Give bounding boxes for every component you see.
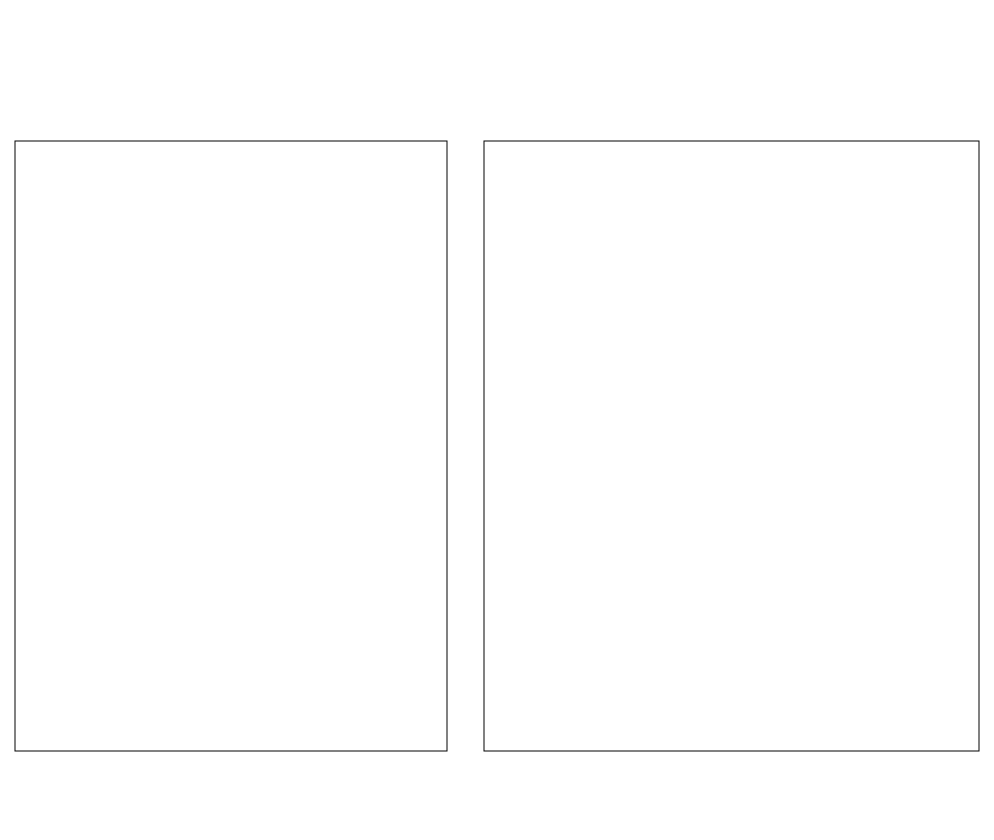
hardness-frame [15,141,447,751]
layer-table-frame [484,141,979,751]
